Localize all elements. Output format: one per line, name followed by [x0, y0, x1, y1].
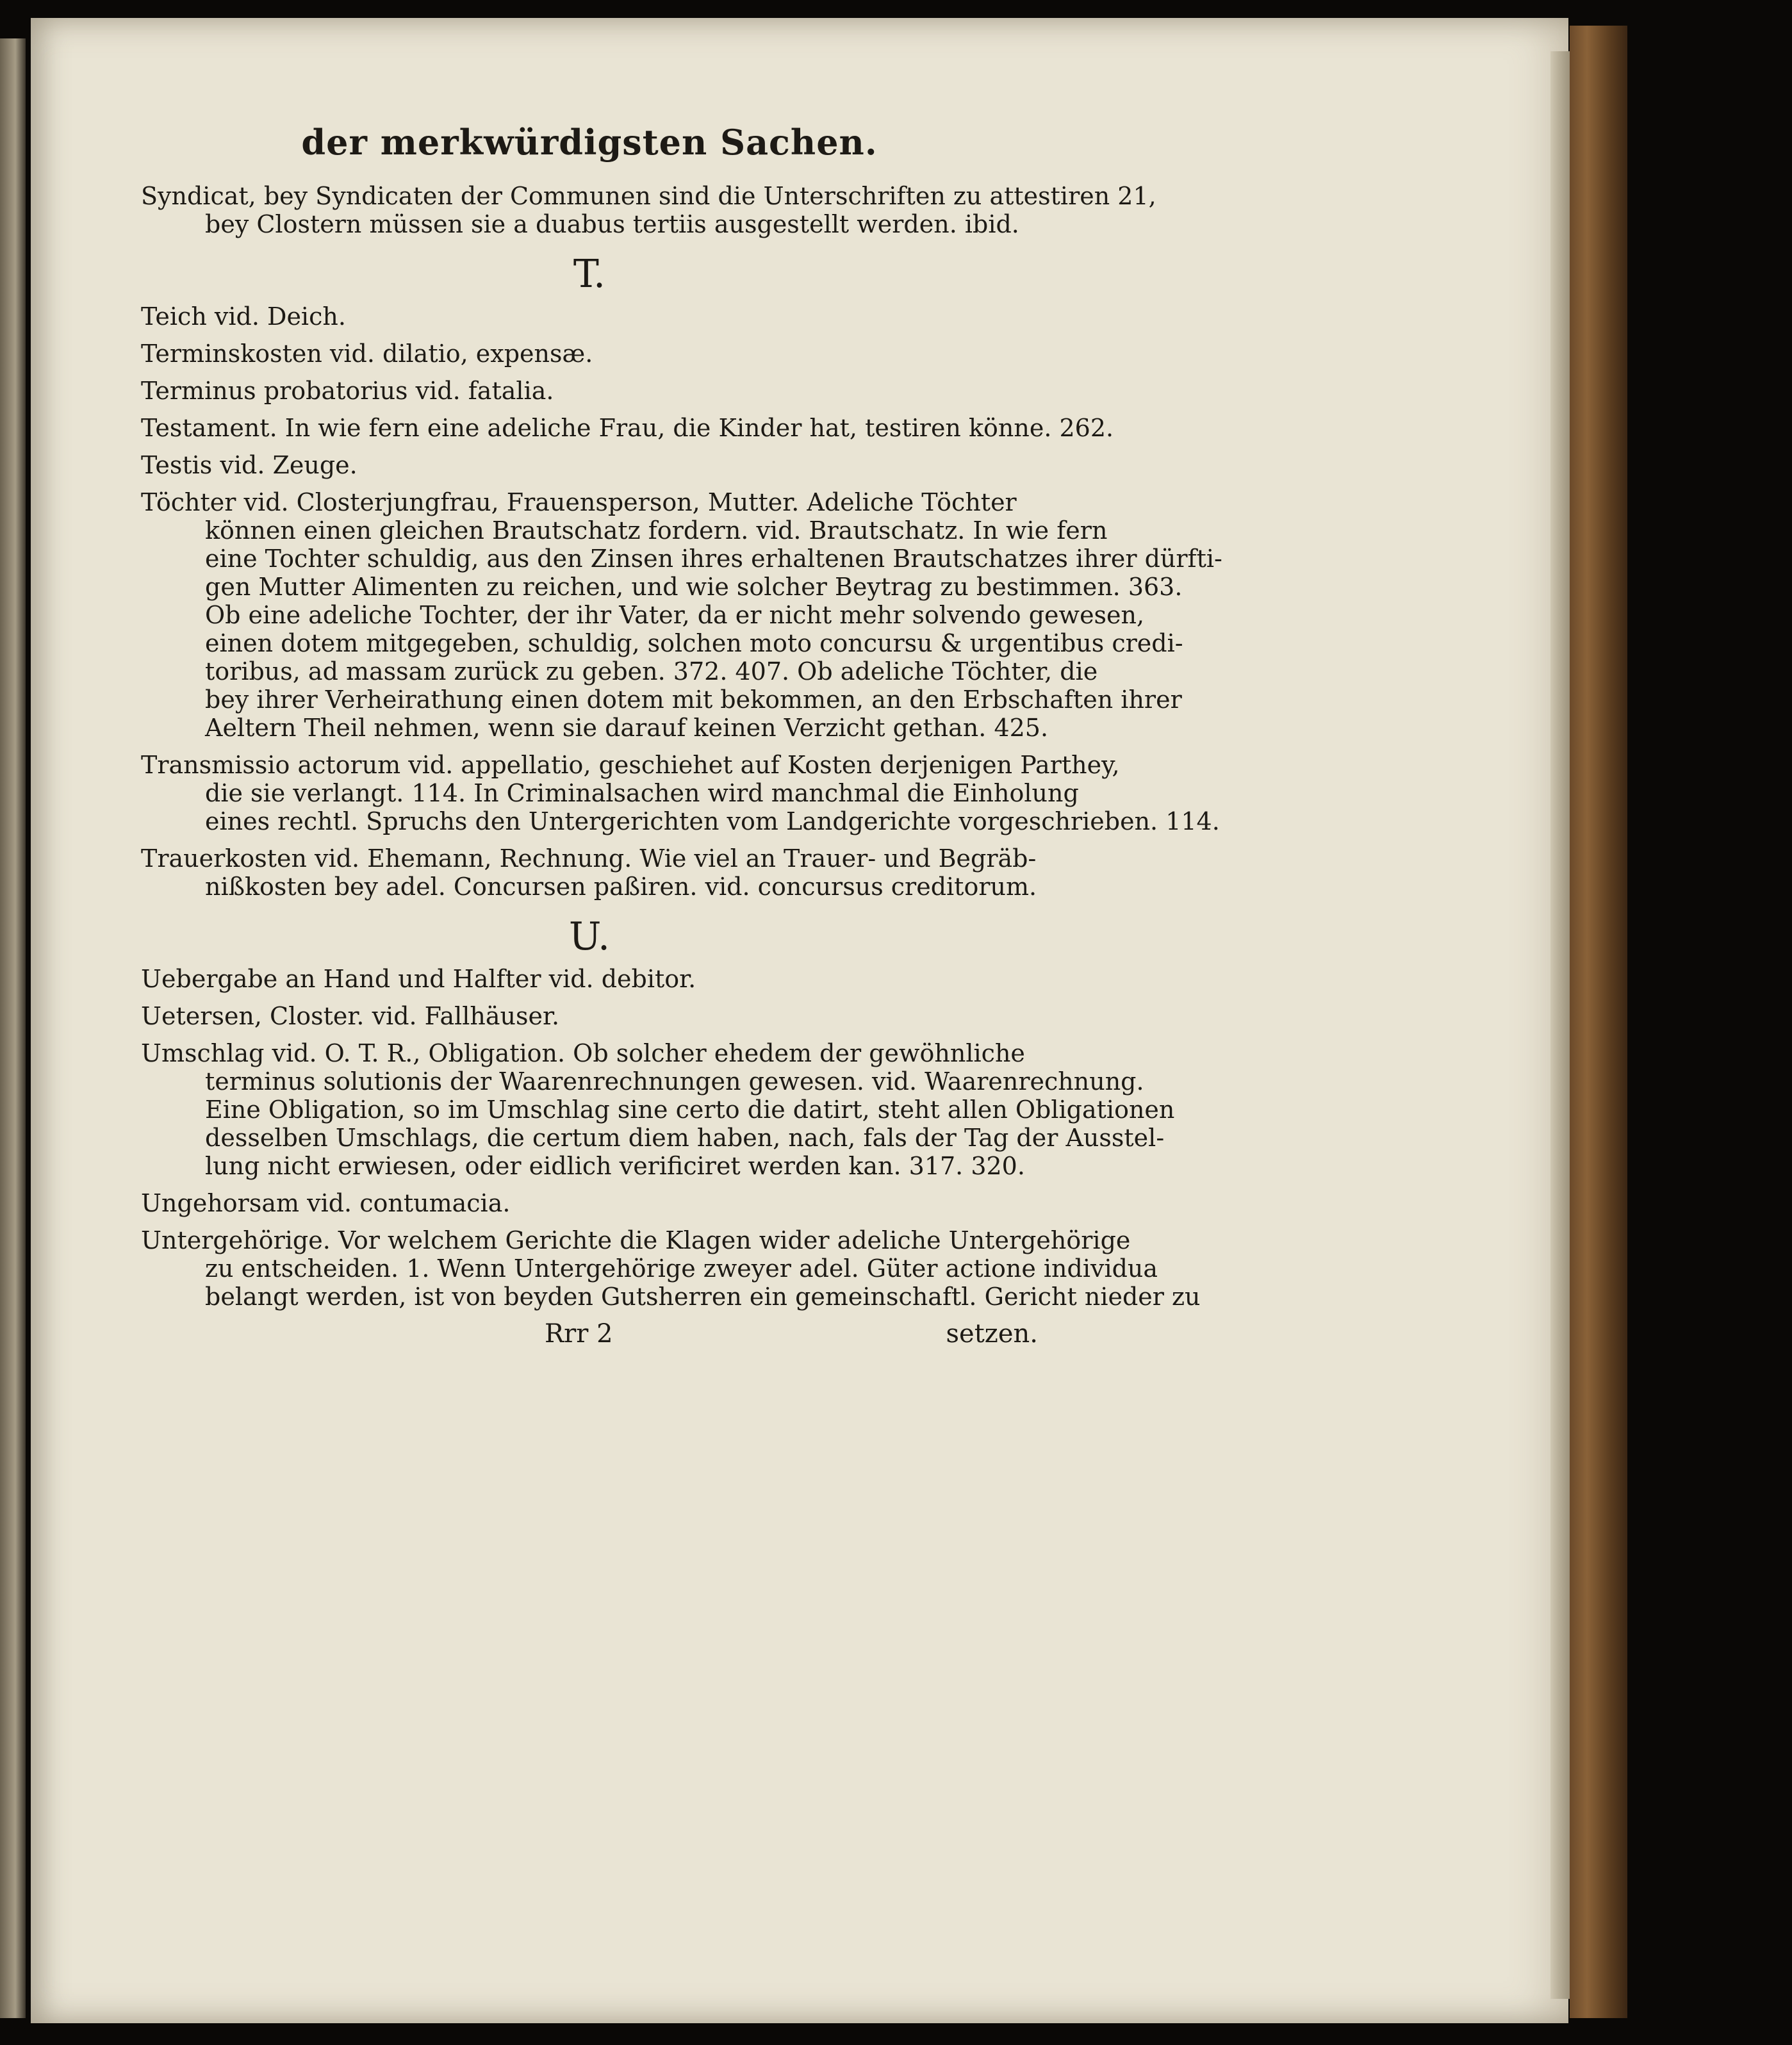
entry-line: Uebergabe an Hand und Halfter vid. debitor. [141, 965, 696, 993]
section-heading-t: T. [573, 252, 606, 297]
entry-line: Uetersen, Closter. vid. Fallhäuser. [141, 1002, 560, 1030]
entry-line: Testis vid. Zeuge. [141, 451, 358, 479]
entry-line: lung nicht erwiesen, oder eidlich verificiret werden kan. 317. 320. [205, 1152, 1025, 1180]
entry-line: gen Mutter Alimenten zu reichen, und wie solcher Beytrag zu bestimmen. 363. [205, 573, 1183, 601]
index-entry [141, 414, 1114, 442]
entry-line: eines rechtl. Spruchs den Untergerichten vom Landgerichte vorgeschrieben. 114. [205, 807, 1220, 835]
index-entry [141, 1039, 1175, 1180]
entry-line: zu entscheiden. 1. Wenn Untergehörige zweyer adel. Güter actione individua [205, 1254, 1158, 1283]
index-entry [141, 1189, 1038, 1217]
entries-u [141, 965, 1201, 1311]
entry-line: belangt werden, ist von beyden Gutsherren ein gemeinschaftl. Gericht nieder zu [205, 1283, 1201, 1311]
entry-line: eine Tochter schuldig, aus den Zinsen ihres erhaltenen Brautschatzes ihrer dürfti- [205, 545, 1222, 573]
leather-binding [1570, 26, 1627, 2018]
entry-line: Ob eine adeliche Tochter, der ihr Vater, da er nicht mehr solvendo gewesen, [205, 601, 1145, 629]
entries-s [141, 182, 1156, 238]
entry-line: die sie verlangt. 114. In Criminalsachen wird manchmal die Einholung [205, 779, 1079, 807]
entry-line: Aeltern Theil nehmen, wenn sie darauf keinen Verzicht gethan. 425. [205, 714, 1049, 742]
entry-line: Terminskosten vid. dilatio, expensæ. [141, 340, 593, 368]
index-entry [141, 488, 1222, 742]
index-entry [141, 844, 1038, 901]
entry-line: einen dotem mitgegeben, schuldig, solchen moto concursu & urgentibus credi- [205, 629, 1183, 657]
entry-line: Untergehörige. Vor welchem Gerichte die Klagen wider adeliche Untergehörige [141, 1226, 1131, 1254]
entry-line: Testament. In wie fern eine adeliche Frau, die Kinder hat, testiren könne. 262. [141, 414, 1114, 442]
index-entry [141, 340, 1038, 368]
previous-page-edge [0, 38, 26, 2018]
entry-line: Umschlag vid. O. T. R., Obligation. Ob solcher ehedem der gewöhnliche [141, 1039, 1025, 1067]
index-entry [141, 965, 1038, 993]
page-stack-edge [1550, 51, 1570, 1999]
entry-line: Terminus probatorius vid. fatalia. [141, 377, 554, 405]
index-entry [141, 1002, 1038, 1030]
entry-line: Eine Obligation, so im Umschlag sine certo die datirt, steht allen Obligationen [205, 1096, 1175, 1124]
index-entry [141, 182, 1156, 238]
entry-line: können einen gleichen Brautschatz fordern. vid. Brautschatz. In wie fern [205, 516, 1108, 545]
page-text [141, 122, 1222, 1349]
index-entry [141, 377, 1038, 405]
catchword: setzen. [946, 1319, 1038, 1349]
entry-line: bey Clostern müssen sie a duabus tertiis ausgestellt werden. ibid. [205, 210, 1019, 238]
entry-line: desselben Umschlags, die certum diem haben, nach, fals der Tag der Ausstel- [205, 1124, 1165, 1152]
signature-mark: Rrr 2 [545, 1319, 613, 1349]
entry-line: Transmissio actorum vid. appellatio, geschiehet auf Kosten derjenigen Parthey, [141, 751, 1120, 779]
entry-line: Töchter vid. Closterjungfrau, Frauensperson, Mutter. Adeliche Töchter [141, 488, 1017, 516]
entry-line: toribus, ad massam zurück zu geben. 372. 407. Ob adeliche Töchter, die [205, 657, 1098, 686]
entries-t [141, 302, 1222, 901]
entry-line: Trauerkosten vid. Ehemann, Rechnung. Wie viel an Trauer- und Begräb- [141, 844, 1037, 873]
running-head: der merkwürdigsten Sachen. [301, 122, 878, 163]
page-footer [141, 1320, 1038, 1348]
entry-line: Syndicat, bey Syndicaten der Communen sind die Unterschriften zu attestiren 21, [141, 182, 1156, 210]
index-entry [141, 751, 1220, 835]
index-entry [141, 451, 1038, 479]
index-entry [141, 302, 1038, 331]
entry-line: Teich vid. Deich. [141, 302, 346, 331]
entry-line: terminus solutionis der Waarenrechnungen gewesen. vid. Waarenrechnung. [205, 1067, 1144, 1096]
entry-line: bey ihrer Verheirathung einen dotem mit bekommen, an den Erbschaften ihrer [205, 686, 1182, 714]
entry-line: nißkosten bey adel. Concursen paßiren. vid. concursus creditorum. [205, 873, 1037, 901]
index-entry [141, 1226, 1201, 1311]
section-heading-u: U. [568, 914, 611, 959]
entry-line: Ungehorsam vid. contumacia. [141, 1189, 511, 1217]
